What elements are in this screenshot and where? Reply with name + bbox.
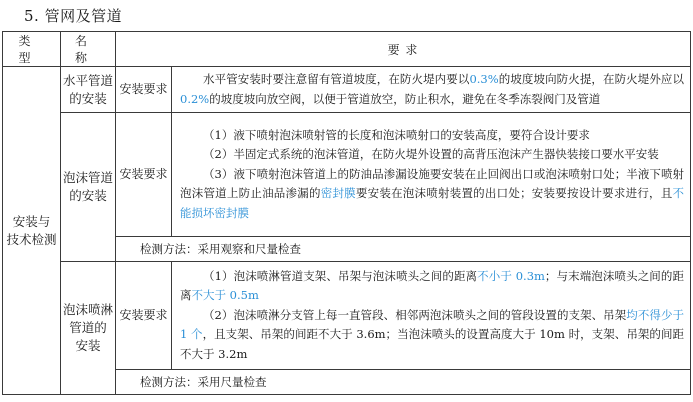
section-title: 5. 管网及管道 — [24, 7, 123, 25]
sub-label-install-req: 安装要求 — [116, 113, 172, 237]
inspection-method: 检测方法：采用尺量检查 — [116, 370, 691, 395]
header-requirement: 要 求 — [116, 32, 691, 67]
table-row — [3, 113, 691, 237]
sub-label-install-req: 安装要求 — [116, 262, 172, 370]
inspection-method: 检测方法：采用观察和尺量检查 — [116, 237, 691, 262]
installation-spec-table — [2, 31, 691, 395]
table-row — [3, 67, 691, 113]
sub-label-install-req: 安装要求 — [116, 67, 172, 113]
table-row — [3, 262, 691, 370]
header-name: 名 称 — [61, 32, 116, 67]
name-foam-sprinkler-pipe: 泡沫喷淋 管道的 安装 — [61, 262, 116, 395]
category-cell: 安装与 技术检测 — [3, 67, 61, 395]
name-horizontal-pipe: 水平管道 的安装 — [61, 67, 116, 113]
header-type: 类 型 — [3, 32, 61, 67]
name-foam-pipe: 泡沫管道 的安装 — [61, 113, 116, 262]
requirement-text: 水平管安装时要注意留有管道坡度，在防火堤内要以0.3%的坡度坡向防火提，在防火堤外应以0.2%的坡度坡向放空阀，以便于管道放空，防止积水，避免在冬季冻裂阀门及管道 — [172, 67, 691, 113]
requirement-text: （1）泡沫喷淋管道支架、吊架与泡沫喷头之间的距离不小于 0.3m；与末端泡沫喷头之间的距离不大于 0.5m （2）泡沫喷淋分支管上每一直管段、相邻两泡沫喷头之间的管段设置的支架、吊架均不得少于 1 个，且支架、吊架的间距不大于 3.6m；当泡沫喷头的设置高度大于 10m 时，支架、吊架的间距不大于 3.2m — [172, 262, 691, 370]
requirement-text: （1）液下喷射泡沫喷射管的长度和泡沫喷射口的安装高度，要符合设计要求 （2）半固定式系统的泡沫管道，在防火堤外设置的高背压泡沫产生器快装接口要水平安装 （3）液下喷射泡沫管道上的防油品渗漏设施要安装在止回阀出口或泡沫喷射口处；半液下喷射泡沫管道上防止油品渗漏的密封膜要安装在泡沫喷射装置的出口处；安装要按设计要求进行，且不能损坏密封膜 — [172, 113, 691, 237]
table-header-row — [3, 32, 691, 67]
